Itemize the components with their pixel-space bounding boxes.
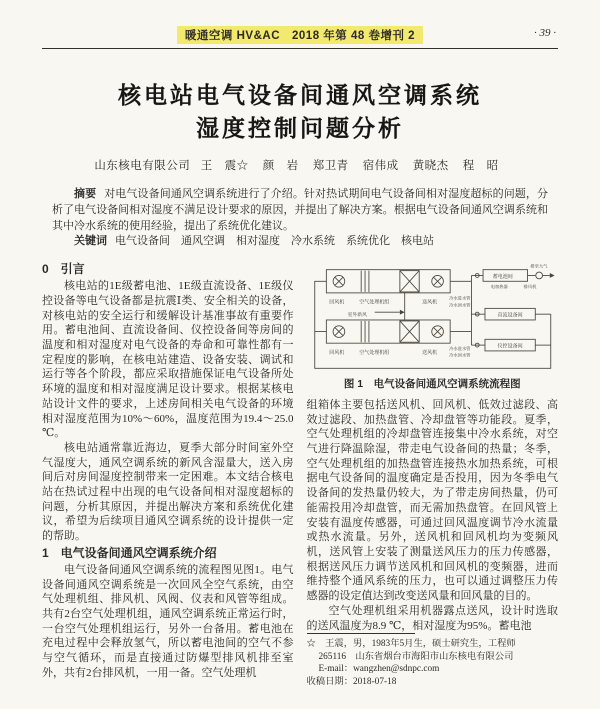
abstract-text: 对电气设备间通风空调系统进行了介绍。针对热试期间电气设备间相对湿度超标的问题，分析了电气设备间相对湿度不满足设计要求的原因，并提出了解决方案。根据电气设备间通风空调系统和其中冷水系统的使用经验，提出了系统优化建议。 (52, 188, 549, 232)
keywords-label: 关键词 (74, 235, 107, 248)
footnote-divider (307, 633, 415, 634)
figure-label-battery-room: 蓄电池间 (492, 275, 513, 281)
hvac-flow-diagram (307, 260, 559, 376)
figure-label-return-fan-2: 回风机 (328, 351, 344, 357)
figure-label-chw-return: 冷水回水管 (448, 302, 470, 308)
abstract-paragraph (52, 187, 548, 234)
figure-label-exhaust-fan: 排风机 (523, 284, 536, 290)
figure-label-chw-return-2: 冷水回水管 (448, 352, 470, 358)
footnote-received: 收稿日期：2018-07-18 (306, 676, 397, 687)
right-column (307, 260, 559, 686)
figure-label-return-fan: 回风机 (328, 300, 344, 306)
keywords-paragraph (52, 234, 548, 250)
article-title-line2: 湿度控制问题分析 (196, 115, 404, 141)
author-name: 王 震☆ (200, 160, 249, 172)
left-column (42, 260, 294, 686)
author-name: 程 昭 (462, 160, 499, 172)
section-1-paragraph-2: 组箱体主要包括送风机、回风机、低效过滤段、高效过滤段、加热盘管、冷却盘管等功能段。夏季，空气处理机组的冷却盘管连接集中冷水系统，对空气进行降温除湿，带走电气设备间的热量；冬季，空气处理机组的加热盘管连接热水加热系统，可根据电气设备间的温度确定是否投用，因为冬季电气设备间的发热量仍较大，为了带走房间热量，仍可能需投用冷却盘管，而无需加热盘管。在回风管上安装有温度传感器，可通过回风温度调节冷水流量或热水流量。另外，送风机和回风机均为变频风机，送风管上安装了测量送风压力的压力传感器，根据送风压力调节送风机和回风机的变频器，进而维持整个通风系统的压力，也可以通过调整压力传感器的设定值达到改变送风量和回风量的目的。 (306, 398, 558, 603)
figure-label-chw-supply: 冷水进水管 (448, 295, 470, 301)
section-1-heading: 1 电气设备间通风空调系统介绍 (42, 545, 217, 560)
figure-label-heater: 电加热器 (490, 284, 508, 290)
section-1-paragraph-3: 空气处理机组采用机器露点送风，设计时选取的送风温度为8.9 ℃，相对湿度为95%。蓄电池 (306, 604, 558, 632)
figure-label-supply-fan: 送风机 (421, 300, 437, 306)
author-names (194, 160, 506, 172)
figure-caption: 图 1 电气设备间通风空调系统流程图 (343, 378, 521, 391)
figure-1 (307, 260, 559, 376)
authors-line (42, 157, 558, 173)
author-affiliation: 山东核电有限公司 (94, 160, 191, 172)
header-divider (42, 48, 558, 49)
section-0-paragraph-1: 核电站的1E级蓄电池、1E级直流设备、1E级仪控设备等电气设备都是抗震Ⅰ类、安全相关的设备，对核电站的安全运行和缓解设计基准事故有重要作用。蓄电池间、直流设备间、仪控设备间等房间的温度和相对湿度对电气设备的寿命和可靠性都有一定程度的影响，在核电站建造、设备安装、调试和运行等各个阶段，都应采取措施保证电气设备所处环境的温度和相对湿度满足设计要求。根据某核电站设计文件的要求，上述房间相关电气设备的环境相对湿度范围为10%～60%，温度范围为19.4～25.0 ℃。 (42, 280, 294, 440)
page-number: · 39 · (534, 27, 556, 39)
footnote-mark: ☆ (306, 639, 316, 650)
author-name: 郑卫青 (312, 160, 349, 172)
figure-label-ahu: 空气处理机组 (358, 300, 389, 306)
article-title-line1: 核电站电气设备间通风空调系统 (118, 82, 482, 108)
page-header (42, 26, 558, 44)
footnote-block (307, 633, 559, 686)
author-name: 颜 岩 (262, 160, 299, 172)
abstract-label: 摘要 (74, 188, 97, 200)
figure-label-exhaust-atm: 排至大气 (529, 263, 547, 269)
figure-label-ic-room: 仪控设备间 (497, 344, 523, 350)
author-name: 宿伟成 (362, 160, 399, 172)
section-0-paragraph-2: 核电站通常靠近海边，夏季大部分时间室外空气湿度大，通风空调系统的新风含湿量大，送入房间后对房间湿度控制带来一定困难。本文结合核电站在热试过程中出现的电气设备间相对湿度超标的问题，分析其原因，并提出解决方案和系统优化建议，希望为后续项目通风空调系统的设计提供一定的帮助。 (42, 441, 294, 543)
journal-header-text: 暖通空调 HV&AC 2018 年第 48 卷增刊 2 (177, 26, 423, 44)
figure-label-fresh-air: 室外新风 (347, 313, 367, 319)
footnote-email: E-mail：wangzhen@sdnpc.com (318, 664, 440, 675)
section-0-heading: 0 引言 (42, 262, 85, 277)
figure-label-ahu-2: 空气处理机组 (358, 351, 389, 357)
figure-label-chw-supply-2: 冷水进水管 (448, 346, 470, 352)
keywords-text: 电气设备间 通风空调 相对湿度 冷水系统 系统优化 核电站 (115, 235, 434, 248)
figure-label-dc-room: 直流设备间 (497, 313, 523, 319)
footnote-address: 265116 山东省烟台市海阳市山东核电有限公司 (318, 651, 514, 662)
body-columns (42, 260, 558, 686)
footnote-bio: ☆ 王震，男，1983年5月生，硕士研究生，工程师 (306, 639, 516, 650)
section-1-paragraph-1: 电气设备间通风空调系统的流程图见图1。电气设备间通风空调系统是一次回风全空气系统，由空气处理机组、排风机、风阀、仪表和风管等组成。共有2台空气处理机组，通风空调系统正常运行时，一台空气处理机组运行，另外一台备用。蓄电池在充电过程中会释放氢气，所以蓄电池间的空气不参与空气循环，而是直接通过防爆型排风机排至室外，共有2台排风机，一用一备。空气处理机 (42, 563, 294, 679)
figure-label-supply-fan-2: 送风机 (421, 351, 437, 357)
abstract-block (52, 187, 548, 250)
exhaust-fan-icon (535, 272, 542, 279)
article-title (42, 79, 558, 145)
author-name: 黄晓杰 (412, 160, 449, 172)
